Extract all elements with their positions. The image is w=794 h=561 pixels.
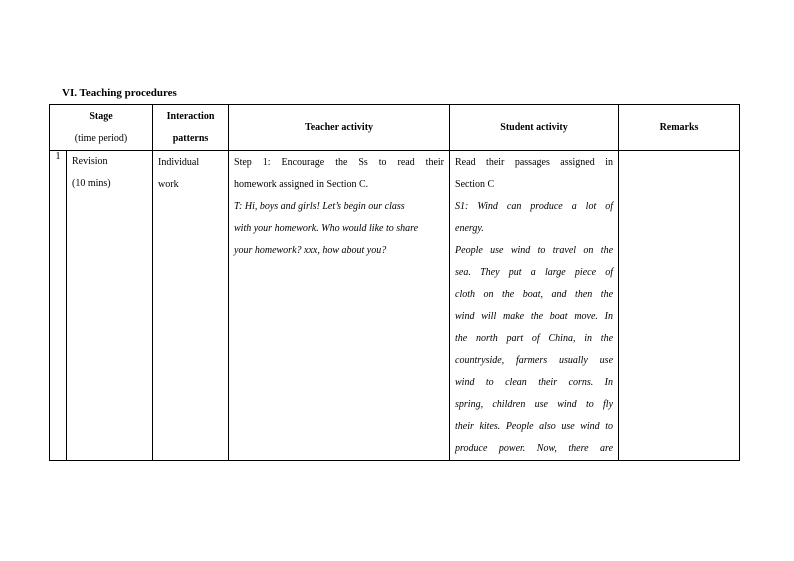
student-line: Section C: [455, 179, 495, 190]
student-speech-line: People use wind to travel on the: [455, 245, 614, 256]
student-speech-line: sea. They put a large piece of: [455, 267, 614, 278]
student-speech-line: the north part of China, in the: [455, 333, 614, 344]
teacher-speech-line: your homework? xxx, how about you?: [234, 245, 387, 256]
header-row: [50, 105, 740, 151]
student-speech-line: produce power. Now, there are: [455, 443, 614, 454]
interaction-cell: [153, 151, 229, 461]
remarks-cell: [619, 151, 740, 461]
row-number: 1: [50, 151, 67, 461]
teacher-activity-cell: [229, 151, 450, 461]
student-speech-line: spring, children use wind to fly: [455, 399, 614, 410]
header-interaction-line2: patterns: [172, 132, 209, 144]
header-interaction: [153, 105, 229, 151]
header-stage-period: (time period): [74, 132, 128, 144]
table-row: [50, 151, 740, 461]
header-teacher-activity: Teacher activity: [229, 105, 450, 151]
teacher-step-line: homework assigned in Section C.: [234, 179, 369, 190]
section-heading: VI. Teaching procedures: [62, 87, 177, 99]
stage-time: (10 mins): [72, 178, 111, 189]
student-speech-line: cloth on the boat, and then the: [455, 289, 614, 300]
student-activity-cell: [450, 151, 619, 461]
teacher-step-line: Step 1: Encourage the Ss to read their: [234, 157, 445, 168]
student-speech-line: energy.: [455, 223, 484, 234]
student-speech-line: wind to clean their corns. In: [455, 377, 614, 388]
header-remarks: Remarks: [619, 105, 740, 151]
header-stage-label: Stage: [89, 110, 113, 122]
student-line: Read their passages assigned in: [455, 157, 614, 168]
header-interaction-line1: Interaction: [166, 110, 215, 122]
teaching-procedures-table: [49, 104, 740, 461]
student-speech-line: wind will make the boat move. In: [455, 311, 614, 322]
header-student-activity: Student activity: [450, 105, 619, 151]
interaction-line: work: [158, 179, 179, 190]
student-speech-line: S1: Wind can produce a lot of: [455, 201, 614, 212]
stage-name: Revision: [72, 156, 108, 167]
student-speech-line: their kites. People also use wind to: [455, 421, 614, 432]
teacher-speech-line: with your homework. Who would like to share: [234, 223, 419, 234]
header-stage: [50, 105, 153, 151]
interaction-line: Individual: [158, 157, 200, 168]
teacher-speech-line: T: Hi, boys and girls! Let’s begin our class: [234, 201, 405, 212]
stage-cell: [67, 151, 153, 461]
student-speech-line: countryside, farmers usually use: [455, 355, 614, 366]
